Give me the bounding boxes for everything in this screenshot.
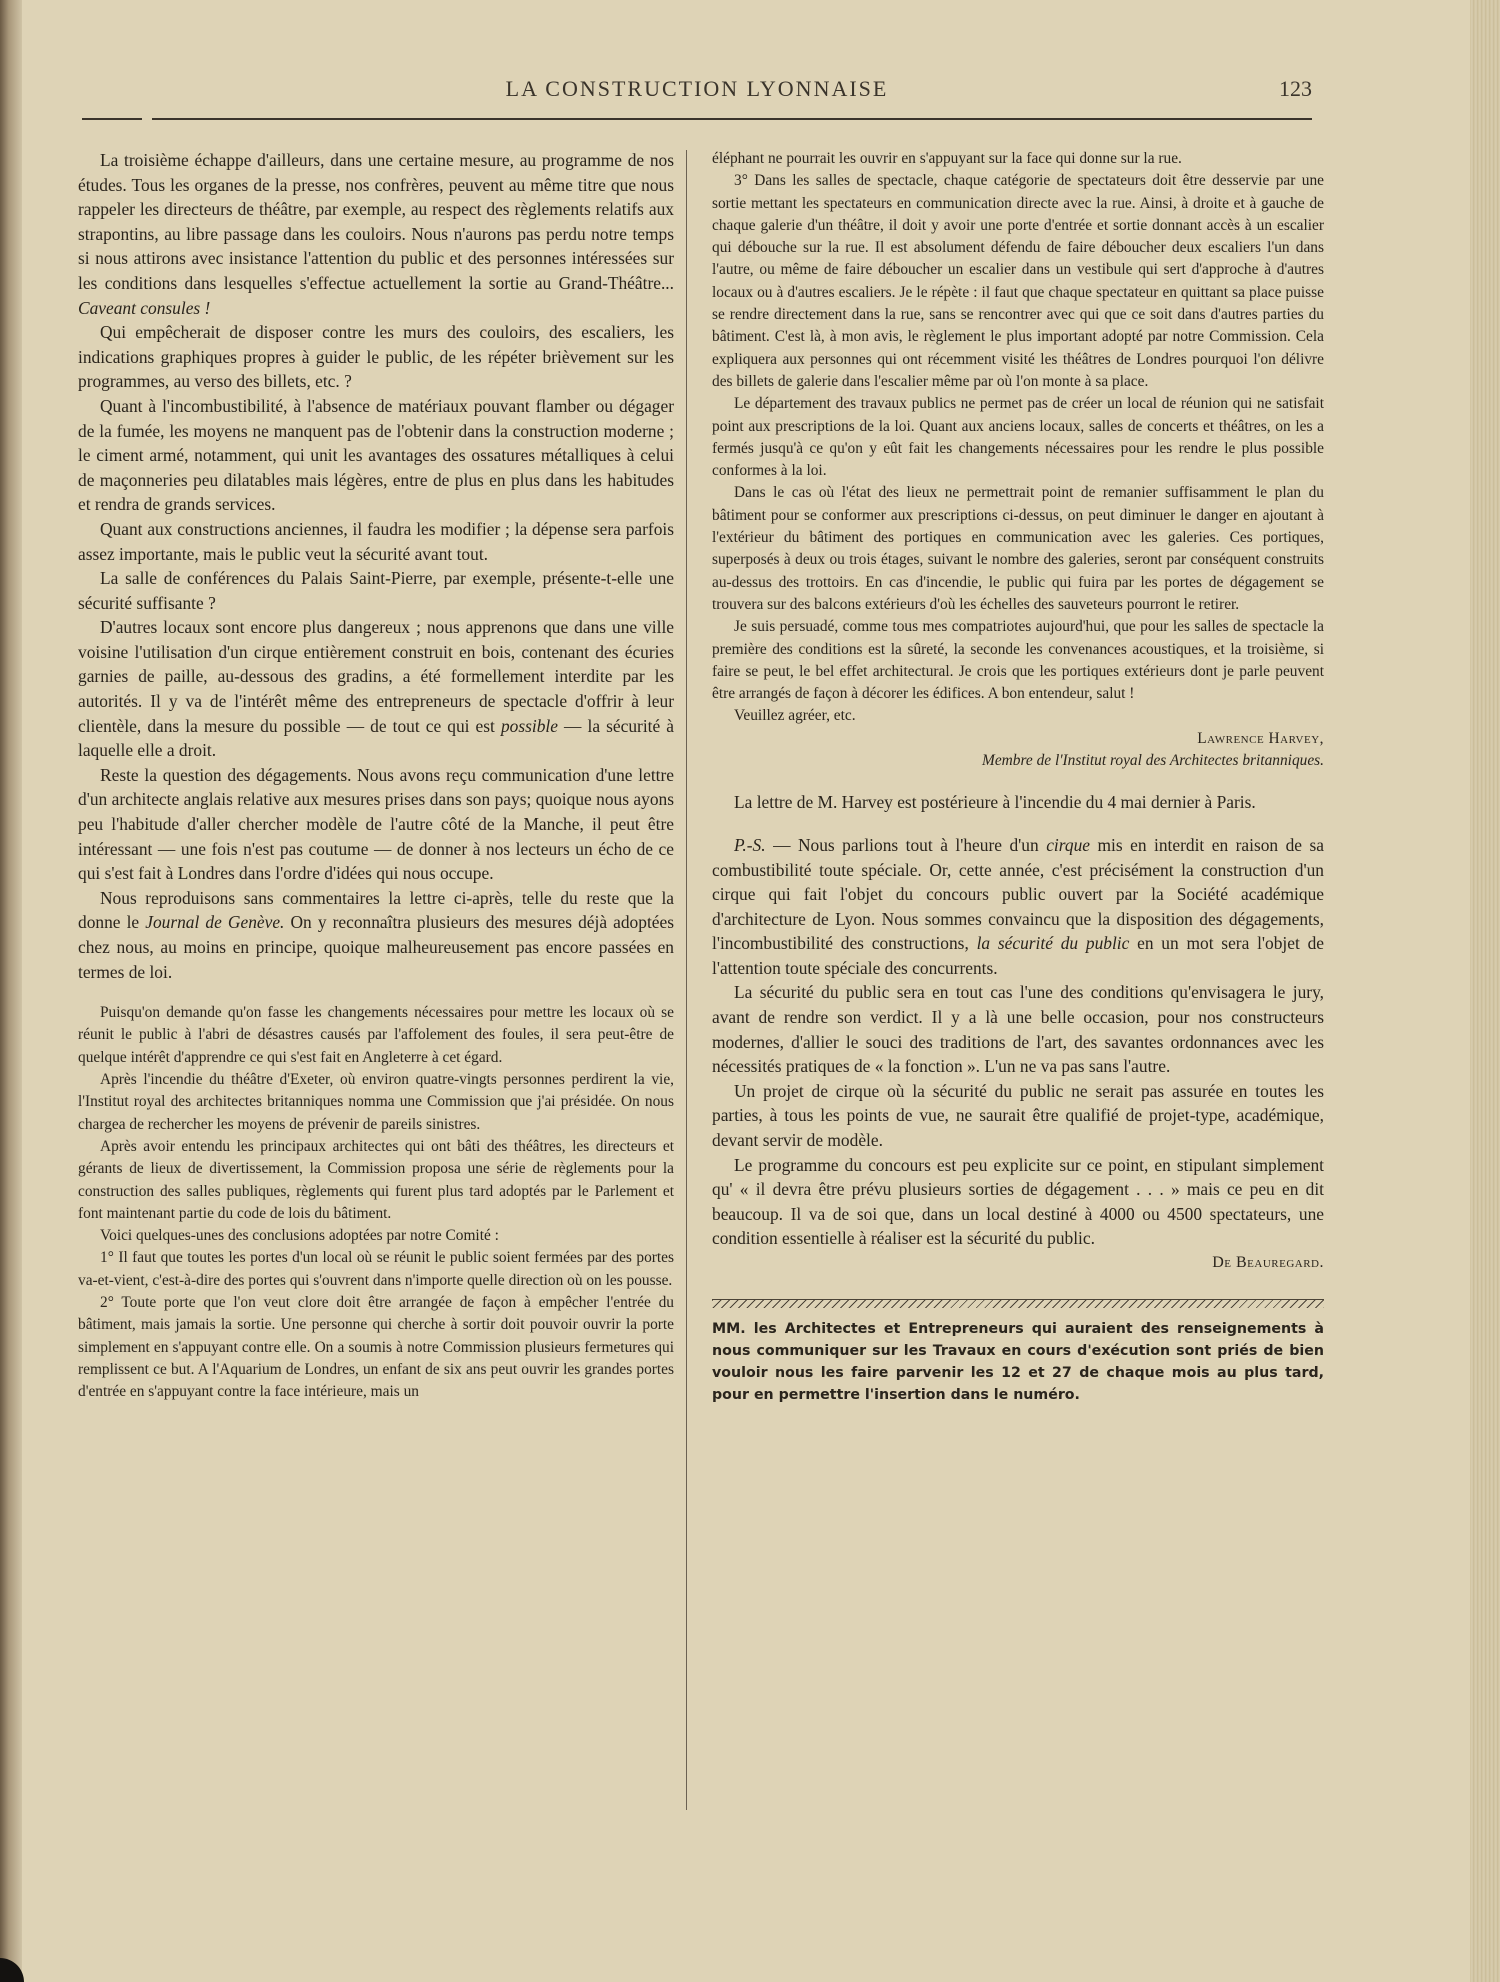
letter-paragraph: Le département des travaux publics ne permet pas de créer un local de réunion qui ne satisfait point aux prescriptions de la loi. Quant aux anciens locaux, salles de concerts et théâtres, on les a fermés jusqu'à ce qu'on y eût fait les changements nécessaires pour les rendre le plus possible conformes à la loi. (712, 395, 1324, 480)
letter-paragraph: Dans le cas où l'état des lieux ne permettrait point de remanier suffisamment le plan du bâtiment pour se conformer aux prescriptions ci-dessus, on peut diminuer le danger en ajoutant à l'extérieur du bâtiment des portiques en communication avec les galeries. Ces portiques, superposés à deux ou trois étages, suivant le nombre des galeries, seront par conséquent construits au-dessus des trottoirs. En cas d'incendie, le public qui fuira par les portes de dégagement se trouvera sur des balcons extérieurs d'où les échelles des sauveteurs pourront le retirer. (712, 484, 1324, 613)
quoted-letter (78, 1002, 674, 1403)
letter-signature-affiliation: Membre de l'Institut royal des Architectes britanniques. (982, 752, 1324, 770)
editorial-notice: MM. les Architectes et Entrepreneurs qui auraient des renseignements à nous communiquer sur les Travaux en cours d'exécution sont priés de bien vouloir nous les faire parvenir les 12 et 27 de chaque mois au plus tard, pour en permettre l'insertion dans le numéro. (712, 1321, 1324, 1403)
article-signature: De Beauregard. (1212, 1254, 1324, 1271)
letter-paragraph: 3° Dans les salles de spectacle, chaque catégorie de spectateurs doit être desservie par une sortie mettant les spectateurs en communication directe avec la rue. Ainsi, à droite et à gauche de chaque galerie d'un théâtre, il doit y avoir une porte d'entrée et sortie donnant accès à un escalier qui débouche sur la rue. Il est absolument défendu de faire déboucher deux escaliers l'un dans l'autre, ou même de faire déboucher un escalier dans un vestibule qui sert d'approche à d'autres locaux ou à d'autres escaliers. Je le répète : il faut que chaque spectateur en quittant sa place puisse se rendre directement dans la rue, sans se rencontrer avec qui que ce soit dans d'autres parties du bâtiment. C'est là, à mon avis, le règlement le plus important adopté par notre Commission. Cela expliquera aux personnes qui ont récemment visité les théâtres de Londres pourquoi l'on délivre des billets de galerie dans l'escalier même par où l'on monte à sa place. (712, 172, 1324, 390)
paragraph: Un projet de cirque où la sécurité du public ne serait pas assurée en toutes les parties, à tous les points de vue, ne saurait être qualifié de projet-type, académique, devant servir de modèle. (712, 1080, 1324, 1151)
paragraph: La lettre de M. Harvey est postérieure à l'incendie du 4 mai dernier à Paris. (734, 792, 1256, 813)
spacer (712, 815, 1324, 833)
letter-paragraph: Après avoir entendu les principaux architectes qui ont bâti des théâtres, les directeurs et gérants de lieux de divertissement, la Commission proposa une série de règlements pour la construction des salles publiques, règlements qui furent plus tard adoptés par le Parlement et font maintenant partie du code de lois du bâtiment. (78, 1137, 674, 1222)
letter-paragraph: 1° Il faut que toutes les portes d'un local où se réunit le public soient fermées par des portes va-et-vient, c'est-à-dire des portes qui s'ouvrent dans n'importe quelle direction où on les pousse. (78, 1249, 674, 1289)
paragraph: La troisième échappe d'ailleurs, dans une certaine mesure, au programme de nos études. Tous les organes de la presse, nos confrères, peuvent au même titre que nous rappeler les directeurs de théâtre, par exemple, au respect des règlements relatifs aux strapontins, au libre passage dans les couloirs. Nous n'aurons pas perdu notre temps si nous attirons avec insistance l'attention du public et des personnes intéressées sur les conditions dans lesquelles s'effectue actuellement la sortie au Grand-Théâtre... Caveant consules ! (78, 150, 674, 318)
paragraph: La sécurité du public sera en tout cas l'une des conditions qu'envisagera le jury, avant de rendre son verdict. Il y a là une belle occasion, pour nos constructeurs modernes, d'allier le souci des traditions de l'art, des savantes ordonnances avec les nécessités pratiques de « la fonction ». L'un ne va pas sans l'autre. (712, 982, 1324, 1077)
book-spine-shadow (0, 0, 22, 1982)
postscript-paragraph: P.-S. — Nous parlions tout à l'heure d'un cirque mis en interdit en raison de sa combustibilité toute spéciale. Or, cette année, c'est précisément la construction d'un cirque qui fait l'objet du concours public ouvert par la Société académique d'architecture de Lyon. Nous sommes convaincu que la disposition des dégagements, l'incombustibilité des constructions, la sécurité du public en un mot sera l'objet de l'attention toute spéciale des concurrents. (712, 834, 1324, 978)
letter-paragraph: Je suis persuadé, comme tous mes compatriotes aujourd'hui, que pour les salles de spectacle la première des conditions est la sûreté, la seconde les convenances acoustiques, et la troisième, si faire se peut, le bel effet architectural. Je crois que les portiques extérieurs dont je parle peuvent être arrangés de façon à décorer les édifices. A bon entendeur, salut ! (712, 618, 1324, 703)
page-number: 123 (1279, 76, 1312, 101)
spacer (78, 984, 674, 1002)
running-title: LA CONSTRUCTION LYONNAISE (505, 76, 889, 101)
paragraph: Quant à l'incombustibilité, à l'absence de matériaux pouvant flamber ou dégager de la fumée, les moyens ne manquent pas de l'obtenir dans la construction moderne ; le ciment armé, notamment, qui unit les avantages des ossatures métalliques à celui de maçonneries peu dilatables mais légères, entre de plus en plus dans les habitudes et rendra de grands services. (78, 395, 674, 515)
letter-paragraph: Puisqu'on demande qu'on fasse les changements nécessaires pour mettre les locaux où se réunit le public à l'abri de désastres causés par l'affolement des foules, il sera peut-être de quelque intérêt d'apprendre ce qui s'est fait en Angleterre à cet égard. (78, 1004, 674, 1066)
left-column (78, 148, 674, 1404)
column-divider (686, 150, 687, 1810)
spacer (712, 772, 1324, 790)
paragraph: Reste la question des dégagements. Nous avons reçu communication d'une lettre d'un architecte anglais relative aux mesures prises dans son pays; quoique nous ayons peu l'habitude d'aller chercher modèle de l'autre côté de la Manche, il peut être intéressant — une fois n'est pas coutume — de donner à nos lecteurs un écho de ce qui s'est fait à Londres dans l'ordre d'idées qui nous occupe. (78, 764, 674, 884)
right-column (712, 148, 1324, 1406)
paragraph: La salle de conférences du Palais Saint-Pierre, par exemple, présente-t-elle une sécurité suffisante ? (78, 568, 674, 613)
quoted-letter-continued (712, 148, 1324, 772)
letter-paragraph: Voici quelques-unes des conclusions adoptées par notre Comité : (100, 1227, 499, 1245)
letter-signature-name: Lawrence Harvey, (1197, 729, 1324, 747)
letter-paragraph: éléphant ne pourrait les ouvrir en s'appuyant sur la face qui donne sur la rue. (712, 150, 1182, 167)
paragraph: Quant aux constructions anciennes, il faudra les modifier ; la dépense sera parfois assez importante, mais le public veut la sécurité avant tout. (78, 518, 674, 564)
header-rule (82, 118, 1312, 120)
letter-paragraph: Veuillez agréer, etc. (734, 707, 856, 725)
letter-paragraph: Après l'incendie du théâtre d'Exeter, où environ quatre-vingts personnes perdirent la vie, l'Institut royal des architectes britanniques nomma une Commission que j'ai présidée. On nous chargea de rechercher les moyens de prévenir de pareils sinistres. (78, 1071, 674, 1133)
paragraph: D'autres locaux sont encore plus dangereux ; nous apprenons que dans une ville voisine l'utilisation d'un cirque entièrement construit en bois, contenant des écuries garnies de paille, au-dessous des gradins, a été formellement interdite par les autorités. Il y va de l'intérêt même des entrepreneurs de spectacle d'offrir à leur clientèle, dans la mesure du possible — de tout ce qui est possible — la sécurité à laquelle elle a droit. (78, 617, 674, 761)
journal-page (22, 0, 1470, 1982)
page-edges (1470, 0, 1500, 1982)
wavy-separator (712, 1299, 1324, 1308)
paragraph: Nous reproduisons sans commentaires la lettre ci-après, telle du reste que la donne le Journal de Genève. On y reconnaîtra plusieurs des mesures déjà adoptées chez nous, au moins en principe, quoique malheureusement pas encore passées en termes de loi. (78, 887, 674, 982)
paragraph: Le programme du concours est peu explicite sur ce point, en stipulant simplement qu' « il devra être prévu plusieurs sorties de dégagement . . . » mais ce peu en dit beaucoup. Il va de soi que, dans un local destiné à 4000 ou 4500 spectateurs, une condition essentielle à réaliser est la sécurité du public. (712, 1154, 1324, 1249)
page-header (82, 70, 1312, 110)
letter-paragraph: 2° Toute porte que l'on veut clore doit être arrangée de façon à empêcher l'entrée du bâtiment, mais jamais la sortie. Une personne qui cherche à sortir doit pouvoir ouvrir la porte simplement en s'appuyant contre elle. On a soumis à notre Commission plusieurs fermetures qui remplissent ce but. A l'Aquarium de Londres, un enfant de six ans peut ouvrir les grandes portes d'entrée en s'appuyant contre la face intérieure, mais un (78, 1294, 674, 1401)
paragraph: Qui empêcherait de disposer contre les murs des couloirs, des escaliers, les indications graphiques propres à guider le public, de les répéter brièvement sur les programmes, au verso des billets, etc. ? (78, 322, 674, 392)
